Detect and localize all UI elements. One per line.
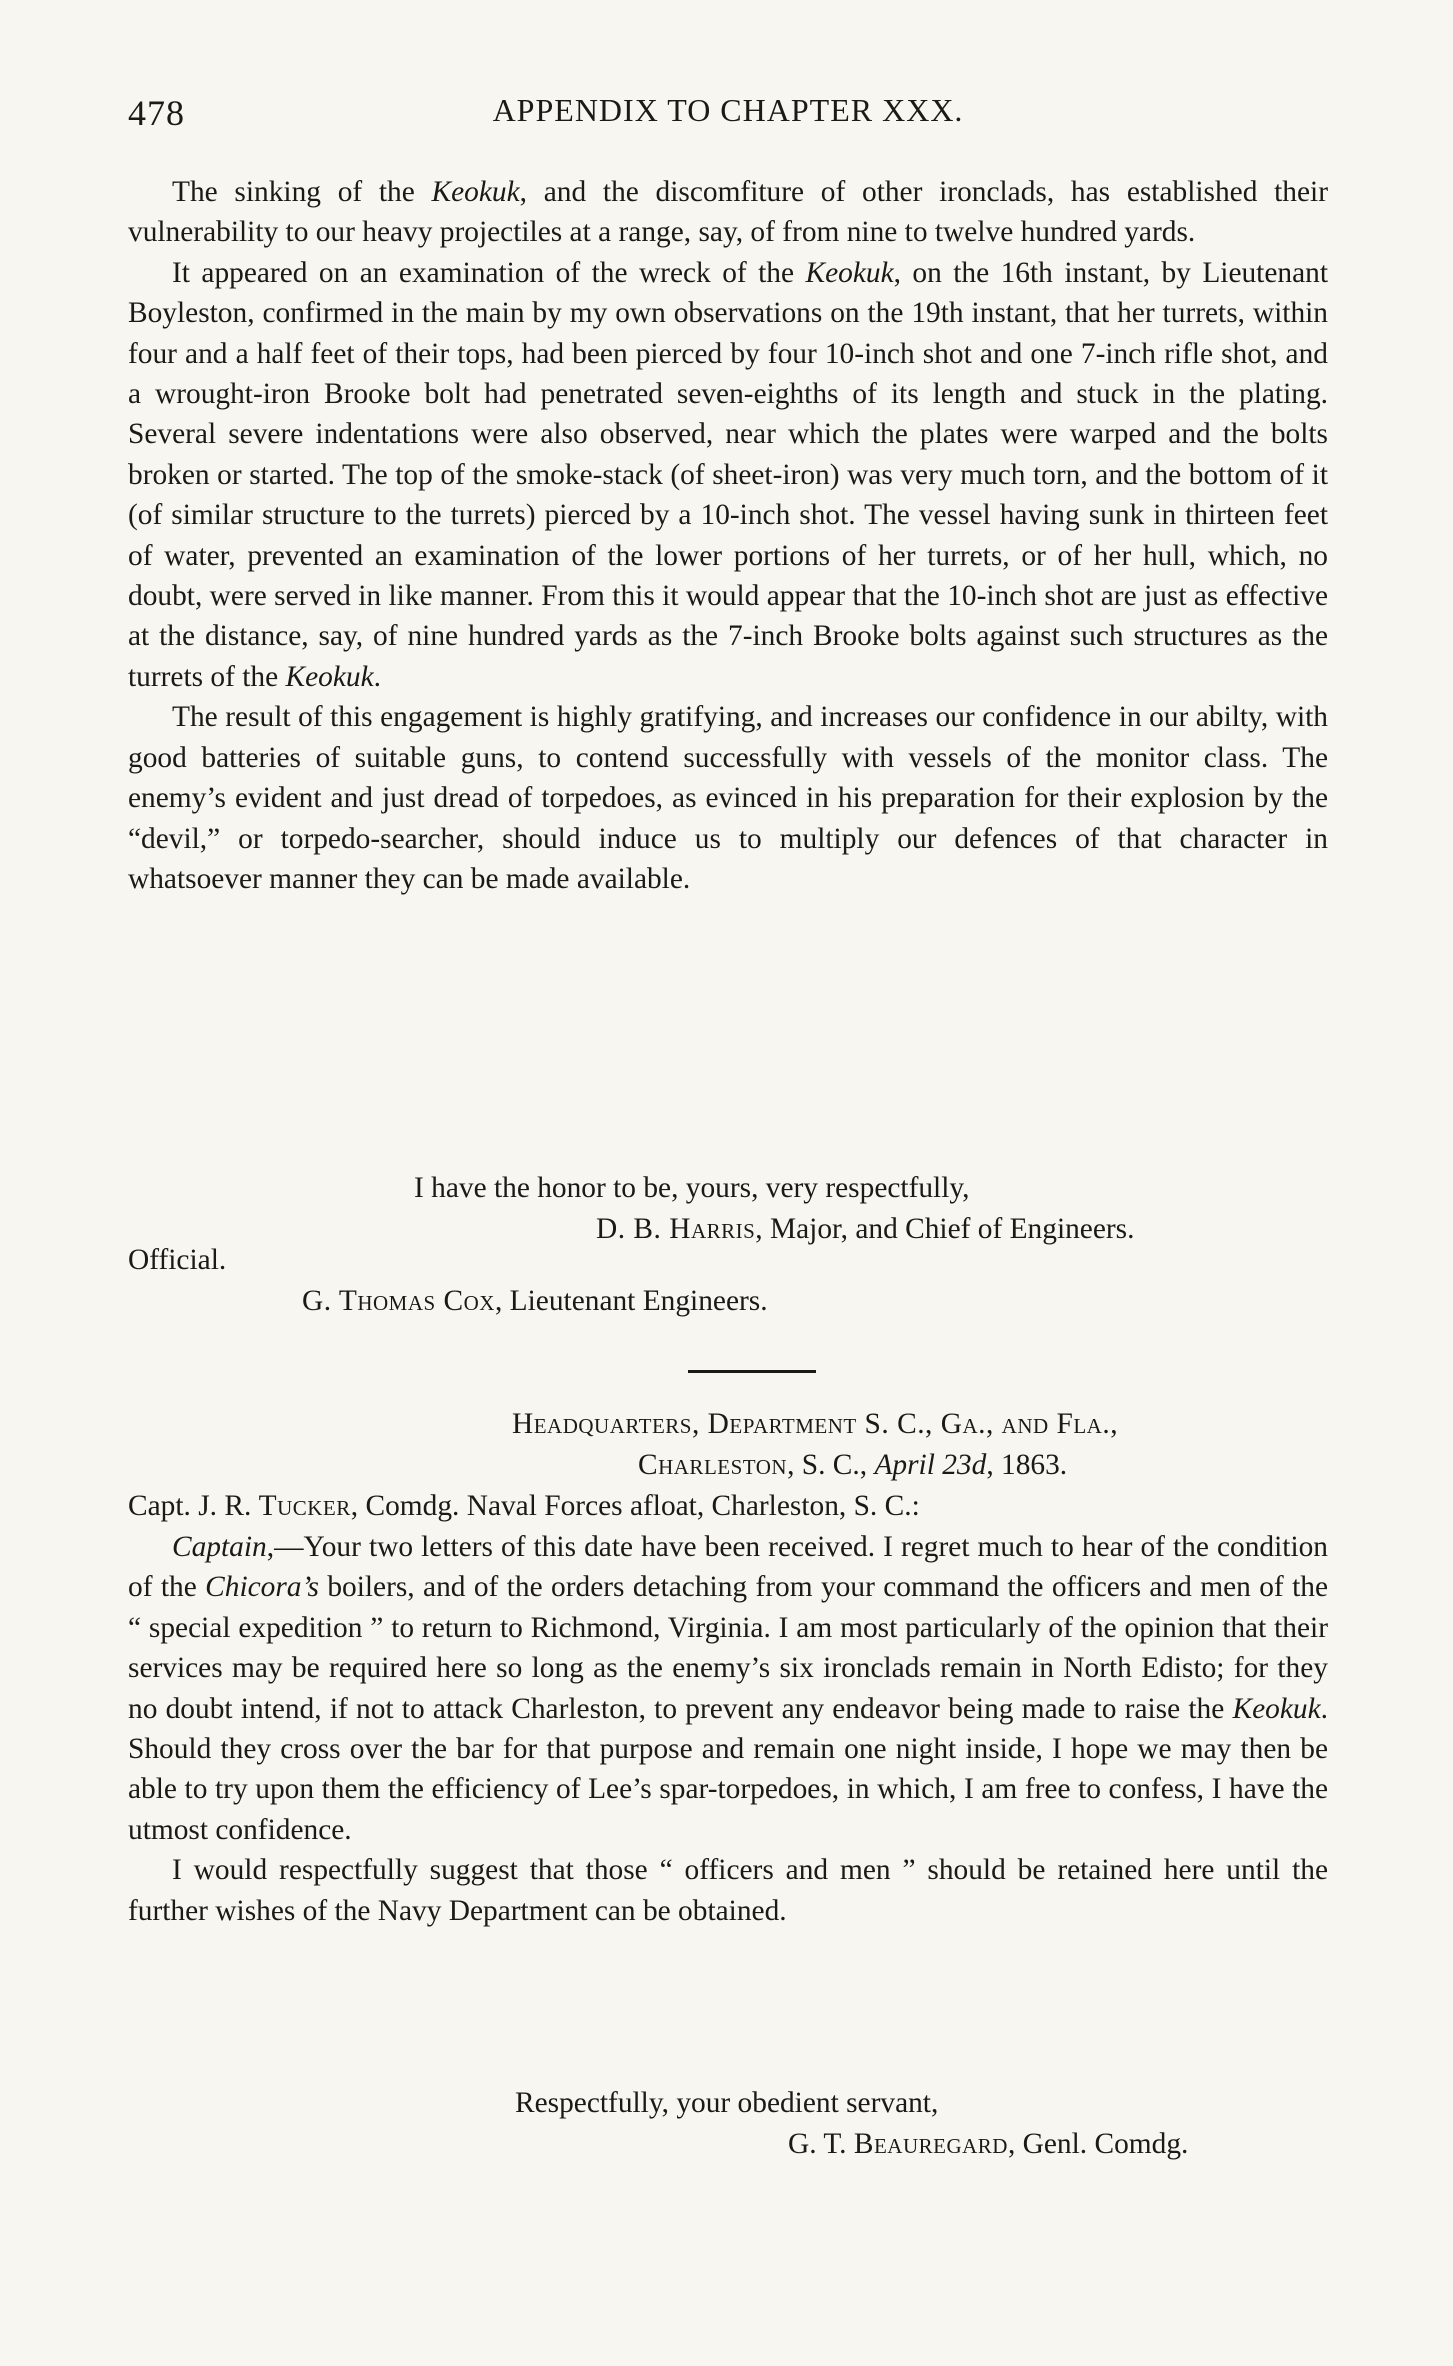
paragraph: Captain,—Your two letters of this date have been received. I regret much to hear of the condition of the Chicora’s boilers, and of the orders detaching from your command the officers and men of the “ special expedition ” to return to Richmond, Virginia. I am most particularly of the opinion that their services may be required here so long as the enemy’s six ironclads remain in North Edisto; for they no doubt intend, if not to attack Charleston, to prevent any endeavor being made to raise the Keokuk. Should they cross over the bar for that purpose and remain one night inside, I hope we may then be able to try upon them the efficiency of Lee’s spar-torpedoes, in which, I am free to confess, I have the utmost confidence. <box>128 1531 1328 1846</box>
signature: G. T. Beauregard, Genl. Comdg. <box>788 2128 1189 2160</box>
section-divider <box>688 1370 816 1373</box>
running-title: APPENDIX TO CHAPTER XXX. <box>492 92 964 128</box>
letter-dateline: Charleston, S. C., April 23d, 1863. <box>638 1449 1068 1481</box>
signature: D. B. Harris, Major, and Chief of Engineers. <box>596 1213 1135 1245</box>
closing-line: Respectfully, your obedient servant, <box>515 2087 939 2119</box>
paragraph: The result of this engagement is highly gratifying, and increases our confidence in our abilty, with good batteries of suitable guns, to contend successfully with vessels of the monitor class. The enemy’s evident and just dread of torpedoes, as evinced in his preparation for their explosion by the “devil,” or torpedo-searcher, should induce us to multiply our defences of that character in whatsoever manner they can be made available. <box>128 701 1328 895</box>
official-label: Official. <box>128 1244 227 1276</box>
addressee: Capt. J. R. Tucker, Comdg. Naval Forces afloat, Charleston, S. C.: <box>128 1490 920 1522</box>
page-number: 478 <box>128 93 185 133</box>
paragraph: The sinking of the Keokuk, and the discomfiture of other ironclads, has established their vulnerability to our heavy projectiles at a range, say, of from nine to twelve hundred yards. <box>128 176 1328 249</box>
report-body <box>128 172 1328 899</box>
letter-heading: Headquarters, Department S. C., Ga., and Fla., <box>512 1408 1119 1440</box>
letter-body <box>128 1527 1328 1931</box>
paragraph: I would respectfully suggest that those “ officers and men ” should be retained here until the further wishes of the Navy Department can be obtained. <box>128 1854 1328 1927</box>
paragraph: It appeared on an examination of the wreck of the Keokuk, on the 16th instant, by Lieutenant Boyleston, confirmed in the main by my own observations on the 19th instant, that her turrets, within four and a half feet of their tops, had been pierced by four 10-inch shot and one 7-inch rifle shot, and a wrought-iron Brooke bolt had penetrated seven-eighths of its length and stuck in the plating. Several severe indentations were also observed, near which the plates were warped and the bolts broken or started. The top of the smoke-stack (of sheet-iron) was very much torn, and the bottom of it (of similar structure to the turrets) pierced by a 10-inch shot. The vessel having sunk in thirteen feet of water, prevented an examination of the lower portions of her turrets, or of her hull, which, no doubt, were served in like manner. From this it would appear that the 10-inch shot are just as effective at the distance, say, of nine hundred yards as the 7-inch Brooke bolts against such structures as the turrets of the Keokuk. <box>128 256 1328 693</box>
closing-line: I have the honor to be, yours, very respectfully, <box>414 1172 970 1204</box>
official-signature: G. Thomas Cox, Lieutenant Engineers. <box>302 1285 768 1317</box>
running-header <box>128 92 1328 132</box>
